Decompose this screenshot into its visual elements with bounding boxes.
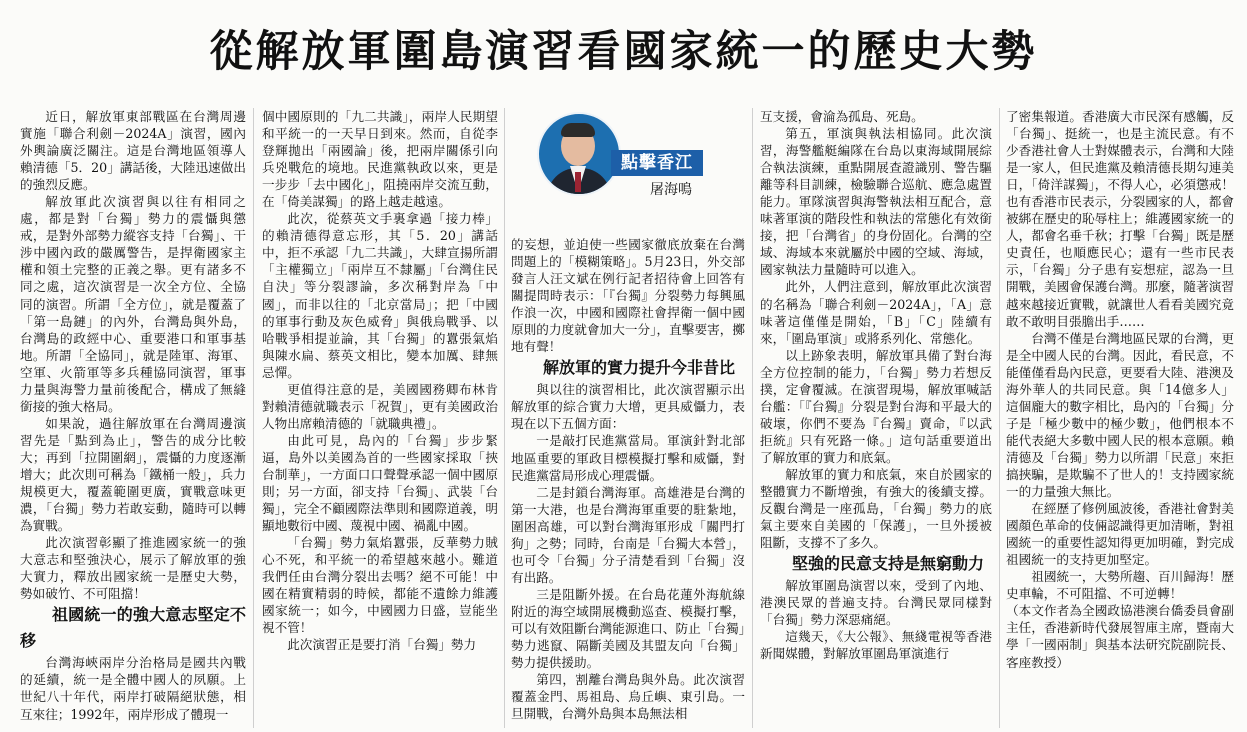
text-column-3 [511, 236, 745, 730]
paragraph: 第四，割離台灣島與外島。此次演習覆蓋金門、馬祖島、烏丘嶼、東引島。一旦開戰，台灣外島與本島無法相 [511, 672, 745, 722]
text-column-5 [1006, 108, 1234, 730]
paragraph: 以上跡象表明，解放軍具備了對台海全方位控制的能力，「台獨」勢力若想反撲，定會覆滅。在演習現場，解放軍喊話台艦：「『台獨』分裂是對台海和平最大的破壞，你們不要為『台獨』賣命，『以武拒統』只有死路一條。」這句話重要道出了解放軍的實力和底氣。 [760, 347, 992, 465]
paragraph: 解放軍的實力和底氣，來自於國家的整體實力不斷增強，有強大的後續支撐。反觀台灣是一座孤島，「台獨」勢力的底氣主要來自美國的「保護」，一旦外援被阻斷，支撐不了多久。 [760, 466, 992, 551]
paragraph: 台灣海峽兩岸分治格局是國共內戰的延續，統一是全體中國人的夙願。上世紀八十年代，兩岸打破隔絕狀態，相互來往；1992年，兩岸形成了體現一 [20, 655, 246, 722]
paragraph: 如果說，過往解放軍在台灣周邊演習先是「點到為止」，警告的成分比較大；再到「拉開圍網」，震懾的力度逐漸增大；此次則可稱為「鐵桶一般」，兵力規模更大，覆蓋範圍更廣，實戰意味更濃，「台獨」勢力若敢妄動，隨時可以轉為實戰。 [20, 415, 246, 534]
paragraph: 與以往的演習相比，此次演習顯示出解放軍的綜合實力大增，更具威懾力，表現在以下五個方面： [511, 382, 745, 432]
text-column-4 [760, 108, 992, 730]
text-column-2 [262, 108, 498, 730]
paragraph: 第五，軍演與執法相協同。此次演習，海警艦艇編隊在台島以東海域開展綜合執法演練，重點開展查證識別、警告驅離等科目訓練，檢驗聯合巡航、應急處置能力。軍隊演習與海警執法相互配合，意味著軍演的階段性和執法的常態化有效銜接，把「台灣省」的身份固化。台灣的空域、海域本來就屬於中國的空域、海域，國家執法力量隨時可以進入。 [760, 126, 992, 278]
paragraph: 互支援，會淪為孤島、死島。 [760, 109, 924, 124]
paragraph: 一是敲打民進黨當局。軍演針對北部地區重要的軍政目標模擬打擊和威懾，對民進黨當局形成心理震懾。 [511, 433, 745, 483]
paragraph: 此次，從蔡英文手裏拿過「接力棒」的賴清德得意忘形，其「5．20」講話中，拒不承認「九二共識」，大肆宣揚所謂「主權獨立」「兩岸互不隸屬」「台灣住民自決」等分裂謬論，多次稱對岸為「中國」，而非以往的「北京當局」；把「中國的軍事行動及灰色威脅」與俄烏戰爭、以哈戰爭相提並論，其「台獨」的囂張氣焰與陳水扁、蔡英文相比，變本加厲、肆無忌憚。 [262, 211, 498, 380]
paragraph: 更值得注意的是，美國國務卿布林肯對賴清德就職表示「祝賀」，更有美國政治人物出席賴清德的「就職典禮」。 [262, 381, 498, 431]
paragraph: 解放軍此次演習與以往有相同之處，都是對「台獨」勢力的震懾與懲戒，是對外部勢力縱容支持「台獨」、干涉中國內政的嚴厲警告，是捍衛國家主權和領土完整的正義之舉。更有諸多不同之處，這次演習是一次全方位、全協同的演習。所謂「全方位」，就是覆蓋了「第一島鏈」的內外，台灣島與外島，台灣島的政經中心、重要港口和軍事基地。所謂「全協同」，就是陸軍、海軍、空軍、火箭軍等多兵種協同演習，軍事力量與海警力量前後配合，構成了無縫銜接的強大格局。 [20, 194, 246, 414]
paragraph: 個中國原則的「九二共識」，兩岸人民期望和平統一的一天早日到來。然而，自從李登輝拋出「兩國論」後，把兩岸關係引向兵兇戰危的境地。民進黨執政以來，更是一步步「去中國化」，阻撓兩岸交流互動，在「倚美謀獨」的路上越走越遠。 [262, 109, 498, 210]
column-divider [999, 108, 1000, 728]
text-column-1 [20, 108, 246, 730]
paragraph: 三是阻斷外援。在台島花蓮外海航線附近的海空域開展機動巡查、模擬打擊，可以有效阻斷台灣能源進口、防止「台獨」勢力逃竄、隔斷美國及其盟友向「台獨」勢力提供援助。 [511, 586, 745, 671]
paragraph: 了密集報道。香港廣大市民深有感觸，反「台獨」、挺統一，也是主流民意。有不少香港社會人士對媒體表示，台灣和大陸是一家人，但民進黨及賴清德長期勾連美日，「倚洋謀獨」，不得人心，必須懲戒！也有香港市民表示，分裂國家的人，都會被綁在歷史的恥辱柱上；維護國家統一的人，都會名垂千秋；打擊「台獨」既是歷史責任，也順應民心；還有一些市民表示，「台獨」分子患有妄想症，認為一旦開戰，美國會保護台灣。那麼，隨著演習越來越接近實戰，就讓世人看看美國究竟敢不敢明目張膽出手…… [1006, 109, 1234, 329]
paragraph: 祖國統一，大勢所趨、百川歸海！歷史車輪，不可阻擋、不可逆轉！ [1006, 569, 1234, 602]
paragraph: 此外，人們注意到，解放軍此次演習的名稱為「聯合利劍－2024A」，「A」意味著這僅僅是開始，「B」「C」陸續有來，「圍島軍演」或將系列化、常態化。 [760, 279, 992, 346]
paragraph: 此次演習彰顯了推進國家統一的強大意志和堅強決心，展示了解放軍的強大實力，釋放出國家統一是歷史大勢，勢如破竹、不可阻擋！ [20, 535, 246, 602]
author-note: （本文作者為全國政協港澳台僑委員會副主任，香港新時代發展智庫主席，暨南大學「一國兩制」與基本法研究院副院長、客座教授） [1006, 603, 1234, 670]
column-divider [752, 108, 753, 728]
column-divider [504, 108, 505, 728]
section-subheading: 祖國統一的強大意志堅定不移 [20, 605, 246, 651]
author-portrait [537, 112, 621, 196]
paragraph: 由此可見，島內的「台獨」步步緊逼，島外以美國為首的一些國家採取「挾台制華」，一方面口口聲聲承認一個中國原則；另一方面，卻支持「台獨」、武裝「台獨」，完全不顧國際法準則和國際道義，明顯地數衍中國、蔑視中國、禍亂中國。 [262, 432, 498, 534]
paragraph: 二是封鎖台灣海軍。高雄港是台灣的第一大港，也是台灣海軍重要的駐紮地，圍困高雄，可以對台灣海軍形成「關門打狗」之勢；同時，台南是「台獨大本營」，也可令「台獨」分子清楚看到「台獨」沒有出路。 [511, 484, 745, 585]
paragraph: 這幾天，《大公報》、無綫電視等香港新聞媒體，對解放軍圍島軍演進行 [760, 629, 992, 662]
column-divider [253, 108, 254, 728]
paragraph: 解放軍圍島演習以來，受到了內地、港澳民眾的普遍支持。台灣民眾同樣對「台獨」勢力深惡痛絕。 [760, 578, 992, 628]
paragraph: 的妄想，並迫使一些國家徹底放棄在台灣問題上的「模糊策略」。5月23日，外交部發言人汪文斌在例行記者招待會上回答有關提問時表示：「『台獨』分裂勢力每興風作浪一次，中國和國際社會捍衛一個中國原則的力度就會加大一分」，直擊要害，擲地有聲！ [511, 237, 745, 355]
paragraph: 台灣不僅是台灣地區民眾的台灣，更是全中國人民的台灣。因此，看民意，不能僅僅看島內民意，更要看大陸、港澳及海外華人的共同民意。與「14億多人」這個龐大的數字相比，島內的「台獨」分子是「極少數中的極少數」，他們根本不能代表絕大多數中國人民的根本意願。賴清德及「台獨」勢力以所謂「民意」來拒搞挾騙，是欺騙不了世人的！支持國家統一的力量強大無比。 [1006, 330, 1234, 500]
paragraph: 此次演習正是要打消「台獨」勢力 [287, 637, 477, 653]
section-subheading: 解放軍的實力提升今非昔比 [543, 358, 736, 378]
paragraph: 「台獨」勢力氣焰囂張，反華勢力賊心不死，和平統一的希望越來越小。難道我們任由台灣分裂出去嗎？絕不可能！中國在精實精弱的時候，都能不遺餘力維護國家統一；如今，中國國力日盛，豈能坐視不管！ [262, 535, 498, 636]
author-byline [511, 108, 745, 228]
paragraph: 近日，解放軍東部戰區在台灣周邊實施「聯合利劍－2024A」演習，國內外輿論廣泛關注。這是台灣地區領導人賴清德「5．20」講話後，大陸迅速做出的強烈反應。 [20, 109, 246, 193]
section-subheading: 堅強的民意支持是無窮動力 [792, 554, 985, 574]
paragraph: 在經歷了修例風波後，香港社會對美國顏色革命的伎倆認識得更加清晰，對祖國統一的重要性認知得更加明確，對完成祖國統一的支持更加堅定。 [1006, 501, 1234, 568]
article-headline: 從解放軍圍島演習看國家統一的歷史大勢 [209, 27, 1038, 77]
column-name-badge: 點擊香江 [611, 150, 703, 176]
author-name: 屠海鳴 [650, 182, 692, 198]
